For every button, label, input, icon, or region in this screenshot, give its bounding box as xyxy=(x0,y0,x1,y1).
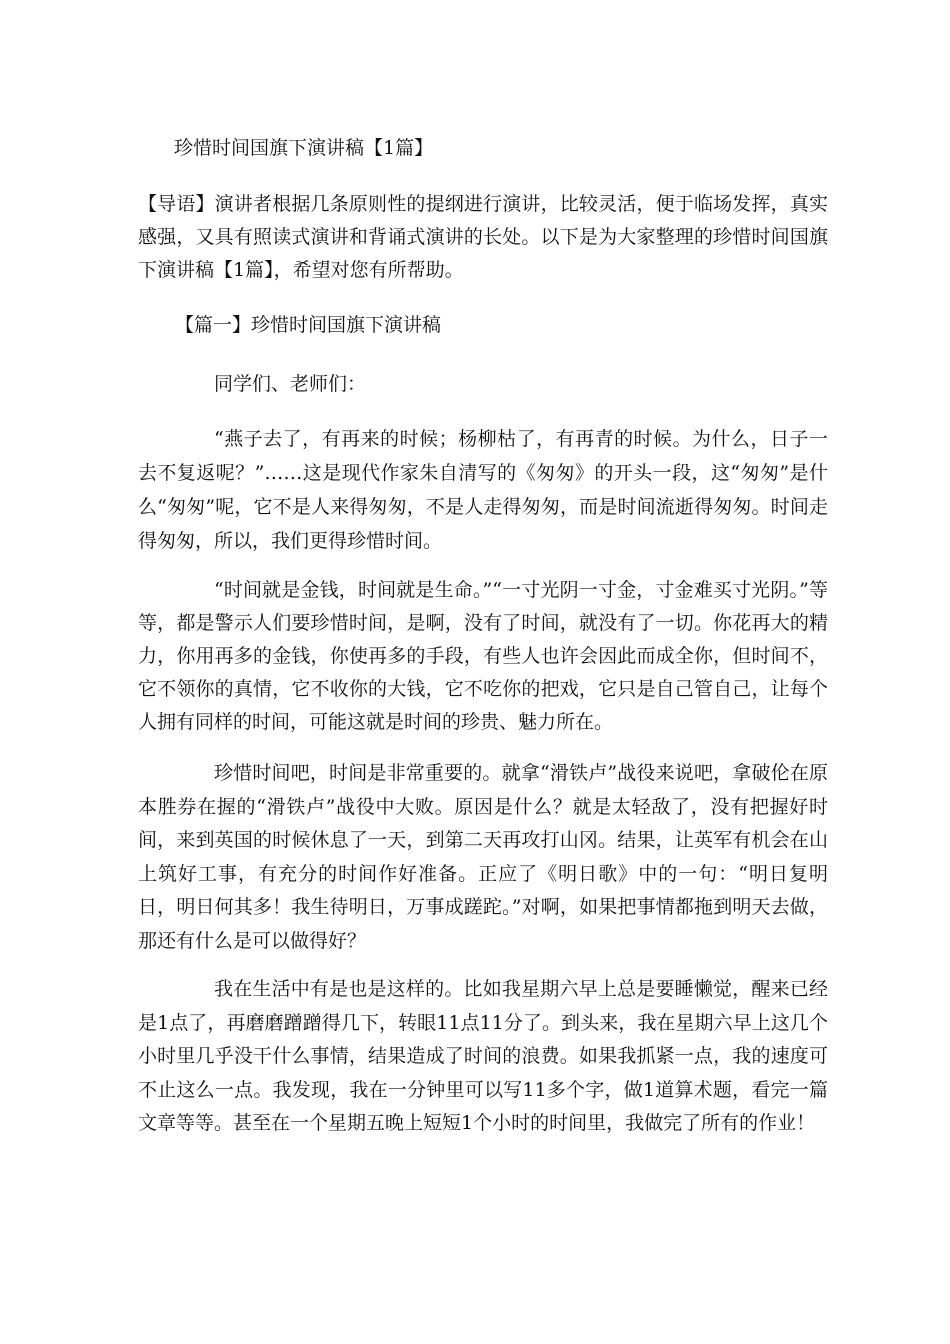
section-heading: 【篇一】珍惜时间国旗下演讲稿 xyxy=(175,314,442,336)
body-paragraph-3: 珍惜时间吧，时间是非常重要的。就拿“滑铁卢”战役来说吧，拿破伦在原本胜券在握的“滑铁卢”战役中大败。原因是什么？就是太轻敌了，没有把握好时间，来到英国的时候休息了一天，到第二天再攻打山冈。结果，让英军有机会在山上筑好工事，有充分的时间作好准备。正应了《明日歌》中的一句：“明日复明日，明日何其多！我生待明日，万事成蹉跎。”对啊，如果把事情都拖到明天去做，那还有什么是可以做得好？ xyxy=(138,762,828,952)
greeting: 同学们、老师们： xyxy=(214,373,367,395)
intro-paragraph: 【导语】演讲者根据几条原则性的提纲进行演讲，比较灵活，便于临场发挥，真实感强，又具有照读式演讲和背诵式演讲的长处。以下是为大家整理的珍惜时间国旗下演讲稿【1篇】，希望对您有所帮助。 xyxy=(138,193,828,281)
body-paragraph-1: “燕子去了，有再来的时候；杨柳枯了，有再青的时候。为什么，日子一去不复返呢？”……这是现代作家朱自清写的《匆匆》的开头一段，这“匆匆”是什么“匆匆”呢，它不是人来得匆匆，不是人走得匆匆，而是时间流逝得匆匆。时间走得匆匆，所以，我们更得珍惜时间。 xyxy=(138,428,828,552)
document-title: 珍惜时间国旗下演讲稿【1篇】 xyxy=(174,137,434,159)
body-paragraph-2: “时间就是金钱，时间就是生命。”“一寸光阴一寸金，寸金难买寸光阴。”等等，都是警示人们要珍惜时间，是啊，没有了时间，就没有了一切。你花再大的精力，你用再多的金钱，你使再多的手段，有些人也许会因此而成全你，但时间不，它不领你的真情，它不收你的大钱，它不吃你的把戏，它只是自己管自己，让每个人拥有同样的时间，可能这就是时间的珍贵、魅力所在。 xyxy=(138,579,828,733)
body-paragraph-4: 我在生活中有是也是这样的。比如我星期六早上总是要睡懒觉，醒来已经是1点了，再磨磨蹭蹭得几下，转眼11点11分了。到头来，我在星期六早上这几个小时里几乎没干什么事情，结果造成了时间的浪费。如果我抓紧一点，我的速度可不止这么一点。我发现，我在一分钟里可以写11多个字，做1道算术题，看完一篇文章等等。甚至在一个星期五晚上短短1个小时的时间里，我做完了所有的作业！ xyxy=(138,978,828,1134)
